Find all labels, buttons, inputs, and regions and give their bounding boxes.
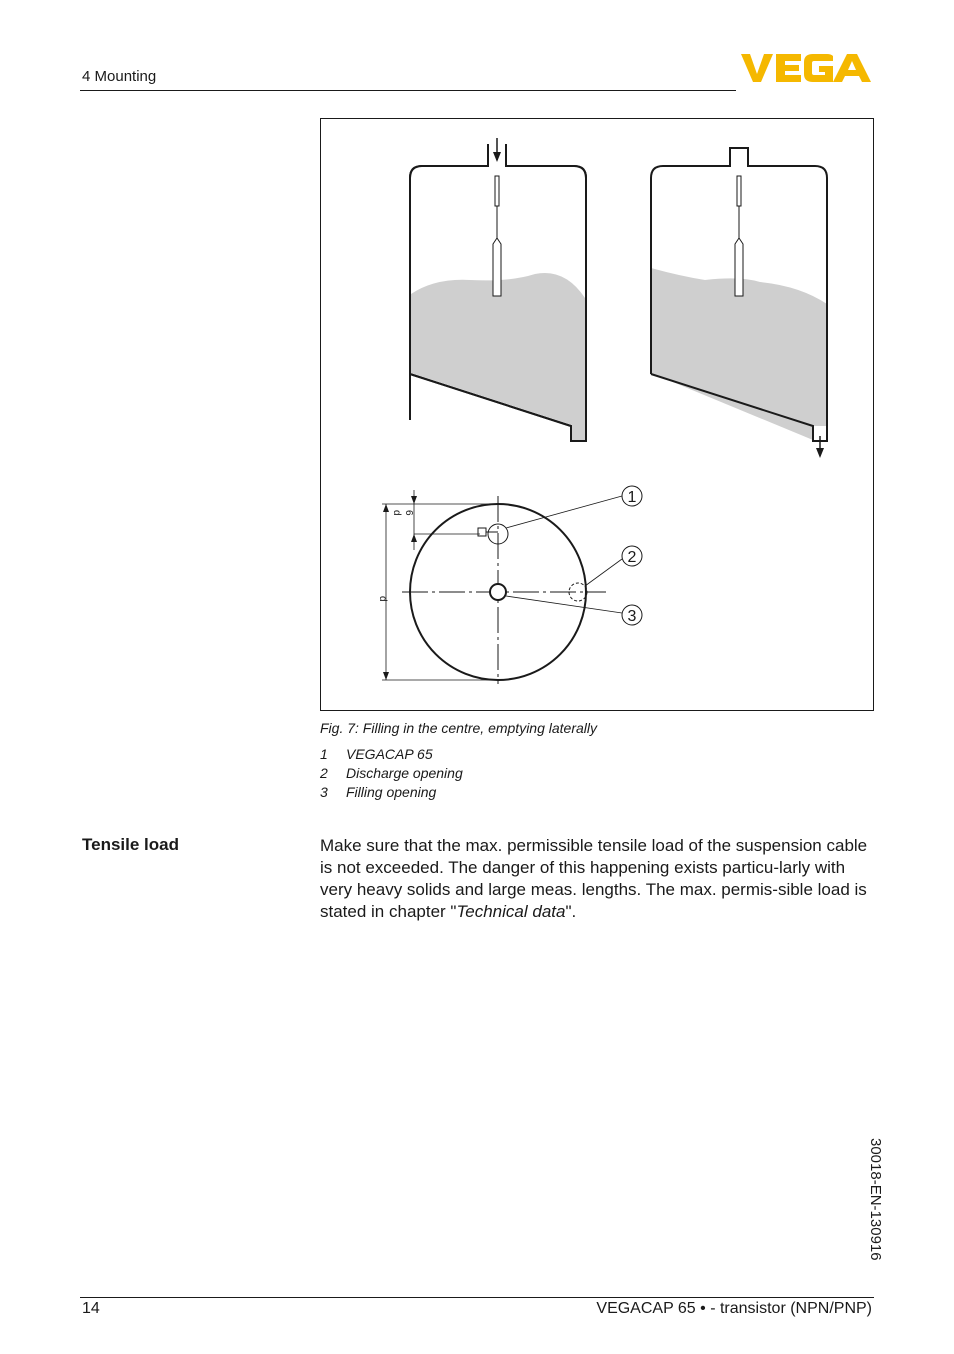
dimension-d-label: d bbox=[377, 596, 388, 602]
legend-item bbox=[320, 746, 433, 762]
legend-label: VEGACAP 65 bbox=[346, 746, 433, 762]
legend-number: 2 bbox=[320, 765, 328, 781]
callout-2: 2 bbox=[627, 549, 637, 566]
left-tank-fill bbox=[411, 273, 585, 440]
section-heading: Tensile load bbox=[82, 835, 179, 854]
discharge-arrow bbox=[816, 436, 824, 458]
left-probe bbox=[493, 176, 501, 296]
header-rule bbox=[80, 90, 736, 91]
section-body bbox=[320, 835, 876, 923]
tank-filling-figure bbox=[320, 118, 874, 711]
figure-caption: Fig. 7: Filling in the centre, emptying laterally bbox=[320, 720, 598, 736]
callout-3: 3 bbox=[627, 608, 637, 625]
legend-item bbox=[320, 765, 463, 781]
legend-label: Discharge opening bbox=[346, 765, 463, 781]
filling-arrow bbox=[493, 138, 501, 162]
dimension-d-over-6-denominator: 6 bbox=[403, 510, 414, 516]
section-label: 4 Mounting bbox=[82, 68, 157, 85]
footer-rule bbox=[80, 1297, 874, 1298]
legend-number: 3 bbox=[320, 784, 328, 800]
right-probe bbox=[735, 176, 743, 296]
legend-number: 1 bbox=[320, 746, 328, 762]
body-text-start: Make sure that the max. permissible tensile load of the suspension cable is not exceeded. The danger of this happening exists particu-larly with very heavy solids and large meas. lengths. The max. permis-sible load is stated in chapter " bbox=[320, 836, 868, 921]
body-text-link-title: Technical data bbox=[456, 902, 566, 921]
top-view bbox=[382, 486, 642, 684]
dimension-d-over-6-numerator: d bbox=[391, 510, 402, 516]
legend-item bbox=[320, 784, 436, 800]
document-id: 30018-EN-130916 bbox=[867, 1138, 884, 1261]
page-number: 14 bbox=[82, 1300, 100, 1317]
legend-label: Filling opening bbox=[346, 784, 437, 800]
body-text-end: ". bbox=[565, 902, 577, 921]
vega-logo bbox=[741, 52, 873, 84]
footer-title: VEGACAP 65 • - transistor (NPN/PNP) bbox=[596, 1300, 872, 1317]
callout-1: 1 bbox=[627, 489, 637, 506]
